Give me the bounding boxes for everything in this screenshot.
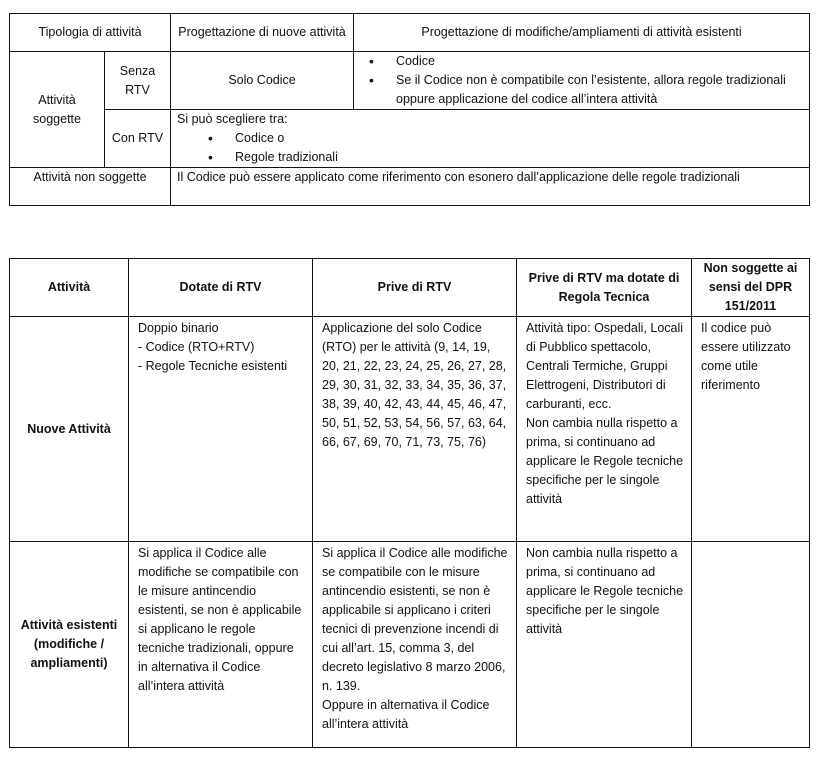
table-row [10, 542, 810, 748]
table-cell [692, 542, 810, 748]
row-label-soggette: Attività soggette [10, 52, 105, 168]
header-non-soggette-dpr: Non soggette ai sensi del DPR 151/2011 [692, 259, 810, 317]
table-cell: Si applica il Codice alle modifiche se compatibile con le misure antincendio esistenti, se non è applicabile si applicano i criteri tecnici di prevenzione incendi di cui all’art. 15, comma 3, del decreto legislativo 8 marzo 2006, n. 139. Oppure in alternativa il Codice all’intera attività [313, 542, 517, 748]
header-prive-rtv-regola-tecnica: Prive di RTV ma dotate di Regola Tecnica [517, 259, 692, 317]
header-prive-rtv: Prive di RTV [313, 259, 517, 317]
rules-comparison-table [9, 258, 810, 748]
header-tipologia: Tipologia di attività [10, 14, 171, 52]
table-cell: Si applica il Codice alle modifiche se compatibile con le misure antincendio esistenti, se non è applicabile si applicano le regole tecniche tradizionali, oppure in alternativa il Codice all’intera attività [129, 542, 313, 748]
bullet-item: • Regole tradizionali [177, 148, 803, 167]
row-label-nuove-attivita: Nuove Attività [10, 317, 129, 542]
table-cell: Attività tipo: Ospedali, Locali di Pubblico spettacolo, Centrali Termiche, Gruppi Elettrogeni, Distributori di carburanti, ecc. Non cambia nulla rispetto a prima, si continuano ad applicare le Regole tecniche specifiche per le singole attività [517, 317, 692, 542]
con-rtv-cell [171, 110, 810, 168]
table-cell: Doppio binario - Codice (RTO+RTV) - Regole Tecniche esistenti [129, 317, 313, 542]
row-label-attivita-esistenti: Attività esistenti (modifiche / ampliamenti) [10, 542, 129, 748]
bullet-list [360, 52, 803, 109]
bullet-item: • Codice [360, 52, 803, 71]
sublabel-con-rtv: Con RTV [105, 110, 171, 168]
header-attivita-esistenti: Progettazione di modifiche/ampliamenti di attività esistenti [354, 14, 810, 52]
header-attivita: Attività [10, 259, 129, 317]
table-cell: Non cambia nulla rispetto a prima, si continuano ad applicare le Regole tecniche specifiche per le singole attività [517, 542, 692, 748]
row-label-non-soggette: Attività non soggette [10, 168, 171, 206]
senza-rtv-esistenti [354, 52, 810, 110]
header-nuove-attivita: Progettazione di nuove attività [171, 14, 354, 52]
table-row [10, 317, 810, 542]
header-dotate-rtv: Dotate di RTV [129, 259, 313, 317]
table-cell: Applicazione del solo Codice (RTO) per le attività (9, 14, 19, 20, 21, 22, 23, 24, 25, 26, 27, 28, 29, 30, 31, 32, 33, 34, 35, 36, 37, 38, 39, 40, 42, 43, 44, 45, 46, 47, 50, 51, 52, 53, 54, 56, 57, 63, 64, 66, 67, 69, 70, 71, 73, 75, 76) [313, 317, 517, 542]
bullet-item: • Se il Codice non è compatibile con l’esistente, allora regole tradizionali oppure applicazione del codice all’intera attività [360, 71, 803, 109]
non-soggette-text: Il Codice può essere applicato come riferimento con esonero dall’applicazione delle regole tradizionali [171, 168, 810, 206]
sublabel-senza-rtv: Senza RTV [105, 52, 171, 110]
senza-rtv-nuove: Solo Codice [171, 52, 354, 110]
bullet-item: • Codice o [177, 129, 803, 148]
bullet-list [177, 129, 803, 167]
con-rtv-intro: Si può scegliere tra: [177, 112, 288, 126]
table-cell: Il codice può essere utilizzato come utile riferimento [692, 317, 810, 542]
activity-type-table [9, 13, 810, 206]
